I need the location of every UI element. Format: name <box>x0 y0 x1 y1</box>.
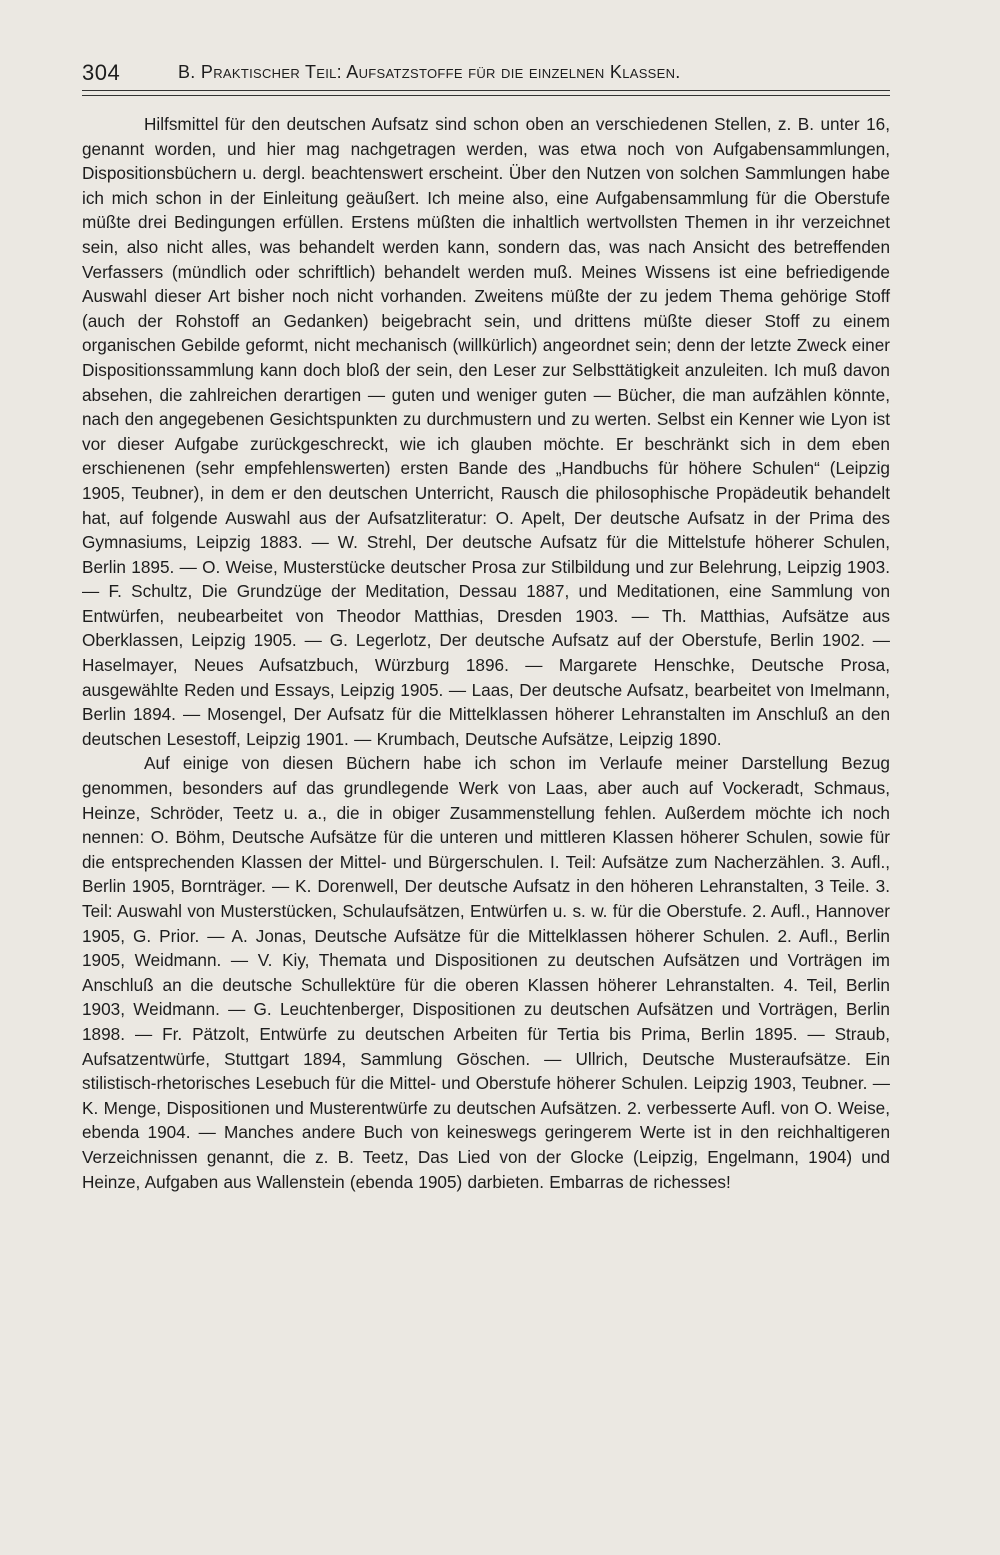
paragraph-2: Auf einige von diesen Büchern habe ich schon im Verlaufe meiner Darstellung Bezug genommen, besonders auf das grundlegende Werk von Laas, aber auch auf Vockeradt, Schmaus, Heinze, Schröder, Teetz u. a., die in obiger Zusammenstellung fehlen. Außerdem möchte ich noch nennen: O. Böhm, Deutsche Aufsätze für die unteren und mittleren Klassen höherer Schulen, sowie für die entsprechenden Klassen der Mittel- und Bürgerschulen. I. Teil: Aufsätze zum Nacherzählen. 3. Aufl., Berlin 1905, Bornträger. — K. Dorenwell, Der deutsche Aufsatz in den höheren Lehranstalten, 3 Teile. 3. Teil: Auswahl von Musterstücken, Schulaufsätzen, Entwürfen u. s. w. für die Oberstufe. 2. Aufl., Hannover 1905, G. Prior. — A. Jonas, Deutsche Aufsätze für die Mittelklassen höherer Schulen. 2. Aufl., Berlin 1905, Weidmann. — V. Kiy, Themata und Dispositionen zu deutschen Aufsätzen und Vorträgen im Anschluß an die deutsche Schullektüre für die oberen Klassen höherer Lehranstalten. 4. Teil, Berlin 1903, Weidmann. — G. Leuchtenberger, Dispositionen zu deutschen Aufsätzen und Vorträgen, Berlin 1898. — Fr. Pätzolt, Entwürfe zu deutschen Arbeiten für Tertia bis Prima, Berlin 1895. — Straub, Aufsatzentwürfe, Stuttgart 1894, Sammlung Göschen. — Ullrich, Deutsche Musteraufsätze. Ein stilistisch-rhetorisches Lesebuch für die Mittel- und Oberstufe höherer Schulen. Leipzig 1903, Teubner. — K. Menge, Dispositionen und Musterentwürfe zu deutschen Aufsätzen. 2. verbesserte Aufl. von O. Weise, ebenda 1904. — Manches andere Buch von keineswegs geringerem Werte ist in den reichhaltigeren Verzeichnissen genannt, die z. B. Teetz, Das Lied von der Glocke (Leipzig, Engelmann, 1904) und Heinze, Aufgaben aus Wallenstein (ebenda 1905) darbieten. Embarras de richesses! <box>82 753 890 1192</box>
page-number: 304 <box>82 60 121 85</box>
running-title: B. Praktischer Teil: Aufsatzstoffe für die einzelnen Klassen. <box>178 62 681 82</box>
page-body <box>82 112 890 1194</box>
header-double-rule <box>82 90 890 96</box>
paragraph-1: Hilfsmittel für den deutschen Aufsatz sind schon oben an verschiedenen Stellen, z. B. unter 16, genannt worden, und hier mag nachgetragen werden, was etwa noch von Aufgabensammlungen, Dispositionsbüchern u. dergl. beachtenswert erscheint. Über den Nutzen von solchen Sammlungen habe ich mich schon in der Einleitung geäußert. Ich meine also, eine Aufgabensammlung für die Oberstufe müßte drei Bedingungen erfüllen. Erstens müßten die inhaltlich wertvollsten Themen in ihr verzeichnet sein, also nicht alles, was behandelt werden kann, sondern das, was nach Ansicht des betreffenden Verfassers (mündlich oder schriftlich) behandelt werden muß. Meines Wissens ist eine befriedigende Auswahl dieser Art bisher noch nicht vorhanden. Zweitens müßte der zu jedem Thema gehörige Stoff (auch der Rohstoff an Gedanken) beigebracht sein, und drittens müßte dieser Stoff zu einem organischen Gebilde geformt, nicht mechanisch (willkürlich) angeordnet sein; denn der letzte Zweck einer Dispositionssammlung kann doch bloß der sein, den Leser zur Selbsttätigkeit anzuleiten. Ich muß davon absehen, die zahlreichen derartigen — guten und weniger guten — Bücher, die man aufzählen könnte, nach den angegebenen Gesichtspunkten zu durchmustern und zu werten. Selbst ein Kenner wie Lyon ist vor dieser Aufgabe zurückgeschreckt, wie ich glauben möchte. Er beschränkt sich in dem eben erschienenen (sehr empfehlenswerten) ersten Bande des „Handbuchs für höhere Schulen“ (Leipzig 1905, Teubner), in dem er den deutschen Unterricht, Rausch die philosophische Propädeutik behandelt hat, auf folgende Auswahl aus der Aufsatzliteratur: O. Apelt, Der deutsche Aufsatz in der Prima des Gymnasiums, Leipzig 1883. — W. Strehl, Der deutsche Aufsatz für die Mittelstufe höherer Schulen, Berlin 1895. — O. Weise, Musterstücke deutscher Prosa zur Stilbildung und zur Belehrung, Leipzig 1903. — F. Schultz, Die Grundzüge der Meditation, Dessau 1887, und Meditationen, eine Sammlung von Entwürfen, neubearbeitet von Theodor Matthias, Dresden 1903. — Th. Matthias, Aufsätze aus Oberklassen, Leipzig 1905. — G. Legerlotz, Der deutsche Aufsatz auf der Oberstufe, Berlin 1902. — Haselmayer, Neues Aufsatzbuch, Würzburg 1896. — Margarete Henschke, Deutsche Prosa, ausgewählte Reden und Essays, Leipzig 1905. — Laas, Der deutsche Aufsatz, bearbeitet von Imelmann, Berlin 1894. — Mosengel, Der Aufsatz für die Mittelklassen höherer Lehranstalten im Anschluß an den deutschen Lesestoff, Leipzig 1901. — Krumbach, Deutsche Aufsätze, Leipzig 1890. <box>82 114 890 749</box>
page-header <box>82 56 890 92</box>
